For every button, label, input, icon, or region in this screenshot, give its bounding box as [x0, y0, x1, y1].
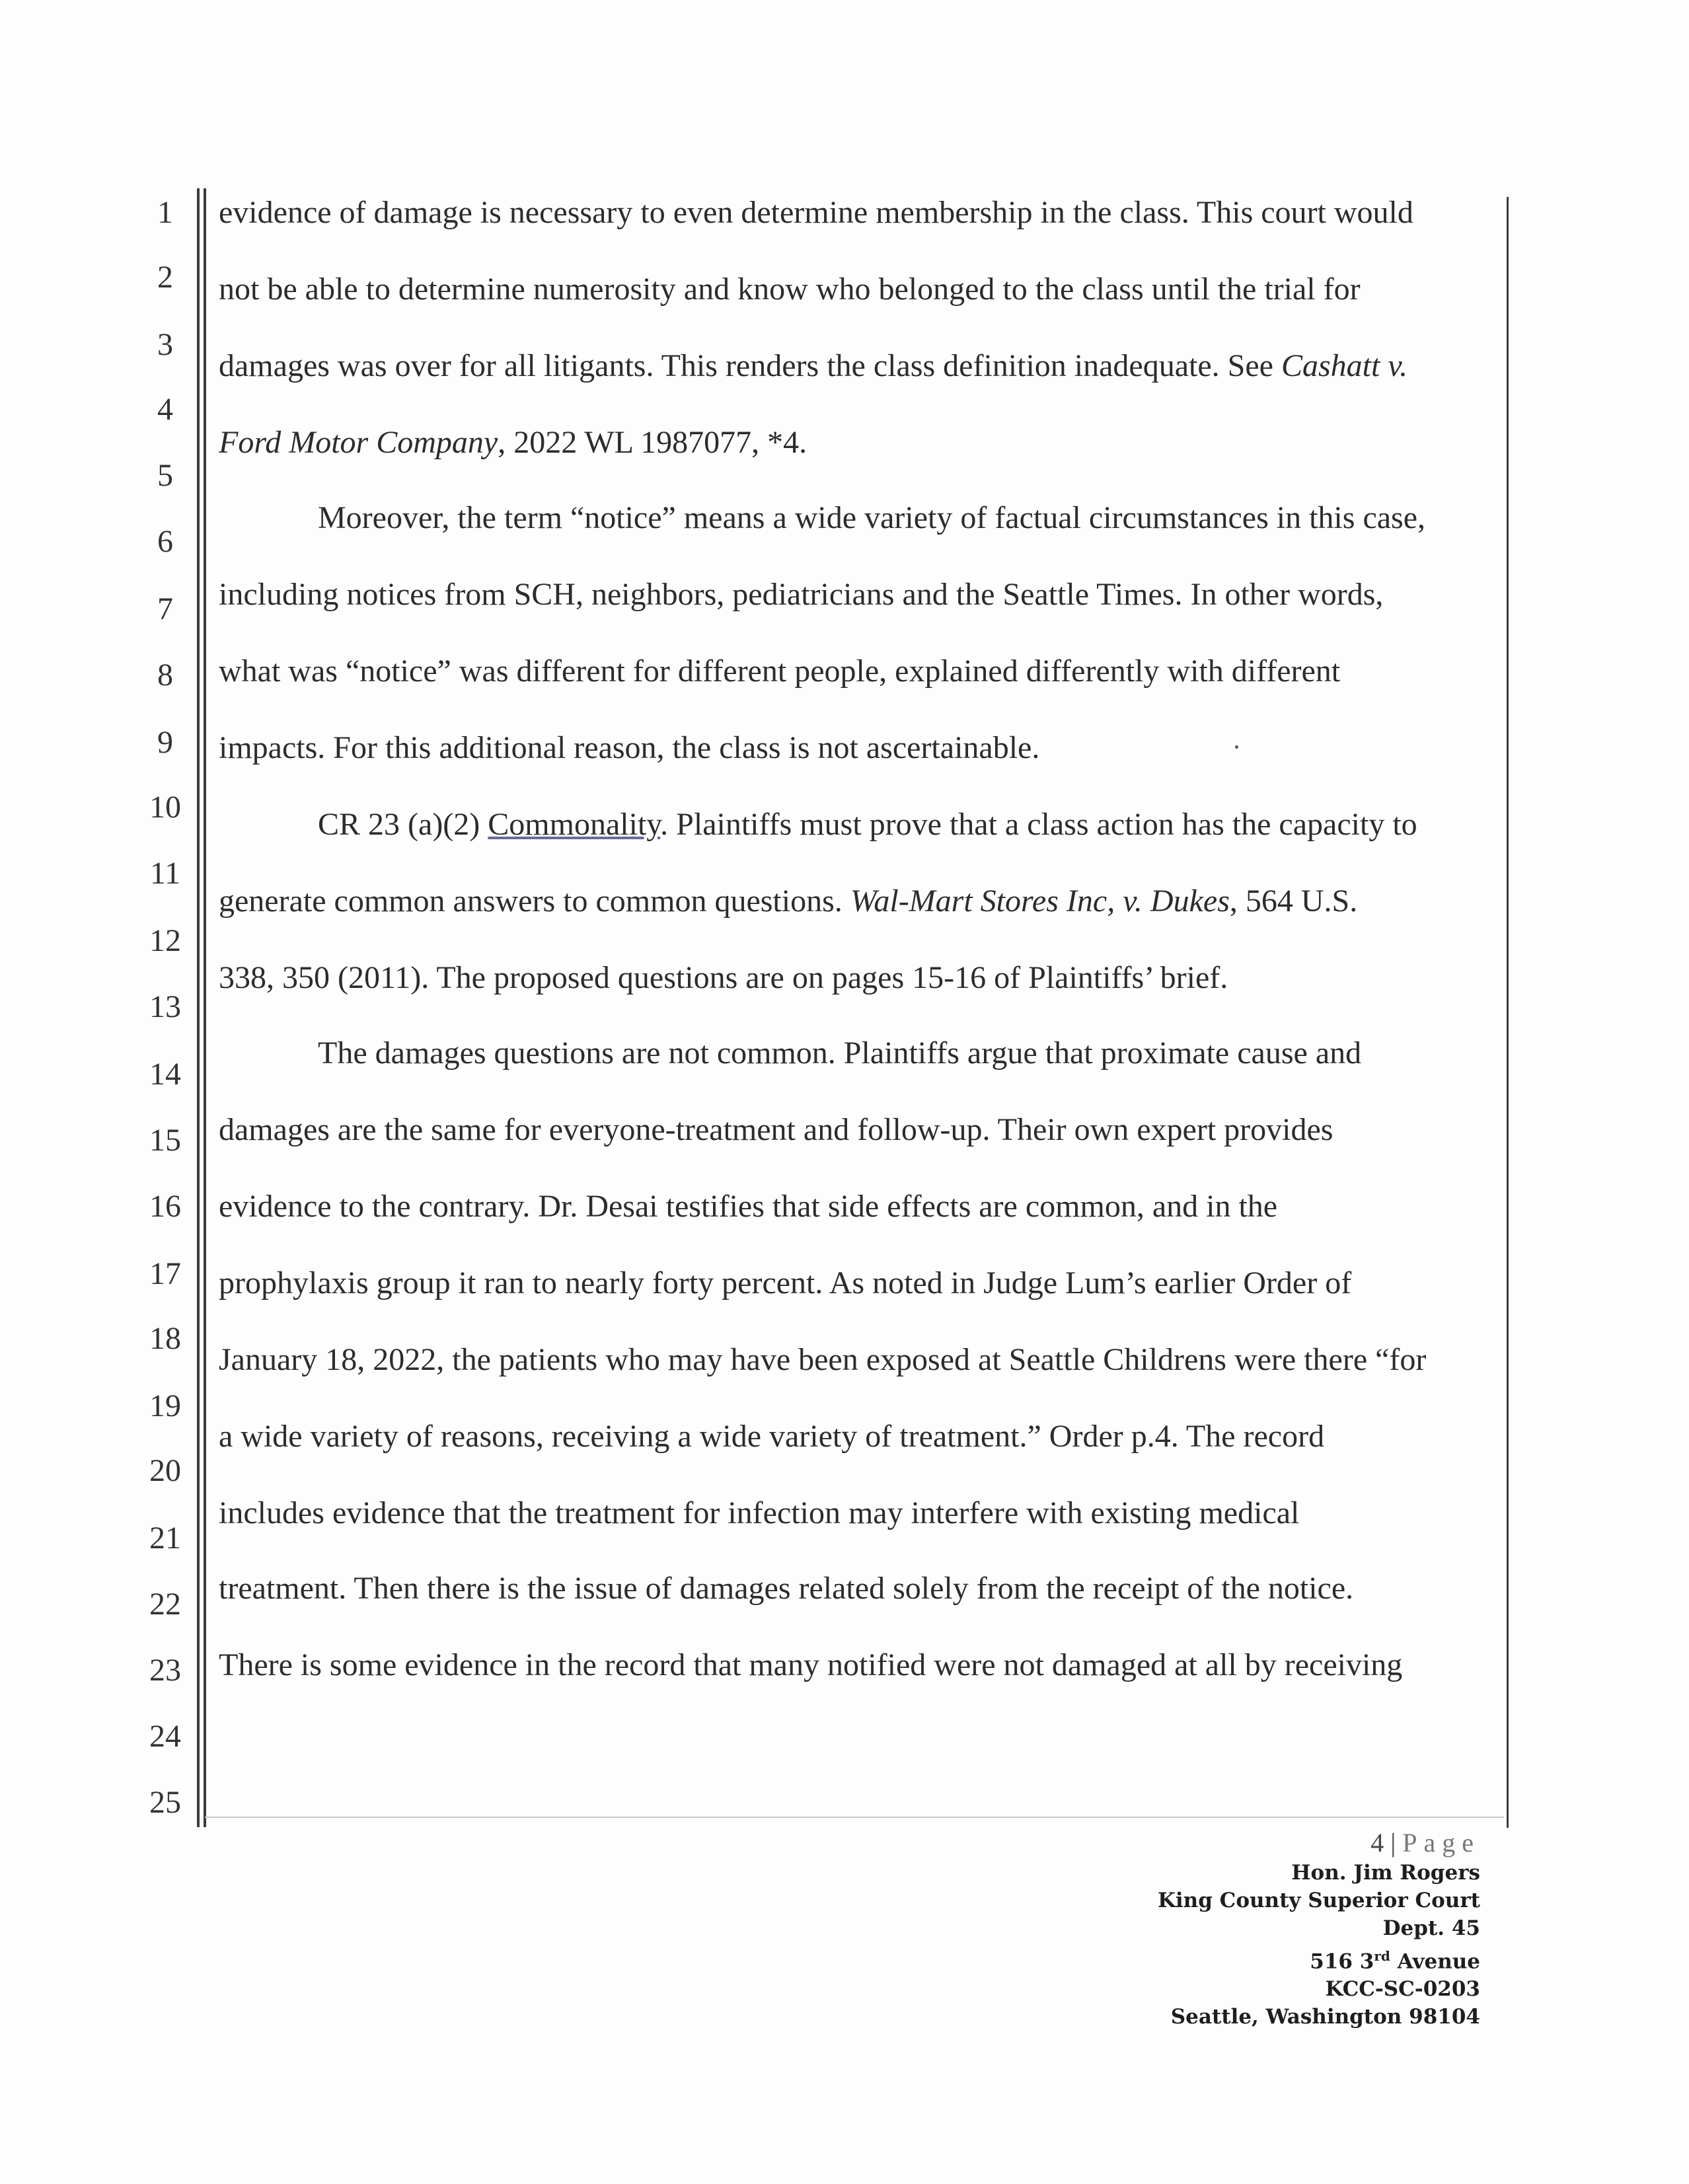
text-line: evidence to the contrary. Dr. Desai testifies that side effects are common, and in the: [219, 1189, 1278, 1224]
line-number: 6: [157, 524, 173, 559]
text-line: [219, 882, 1357, 921]
bottom-rule: [205, 1817, 1504, 1818]
line-number: 4: [157, 392, 173, 427]
line-number: 3: [157, 327, 173, 362]
text-line: 338, 350 (2011). The proposed questions are on pages 15-16 of Plaintiffs’ brief.: [219, 960, 1228, 995]
text-span: damages was over for all litigants. This renders the class definition inadequate. See: [219, 348, 1281, 383]
text-line: prophylaxis group it ran to nearly forty percent. As noted in Judge Lum’s earlier Order of: [219, 1265, 1352, 1300]
line-number: 22: [149, 1587, 181, 1622]
judge-name: Hon. Jim Rogers: [1291, 1861, 1480, 1885]
text-line: Moreover, the term “notice” means a wide variety of factual circumstances in this case,: [318, 500, 1426, 535]
case-citation: Ford Motor Company: [219, 425, 498, 460]
page-label: Page: [1402, 1828, 1480, 1858]
line-number: 17: [149, 1256, 181, 1291]
street-ordinal: rd: [1374, 1948, 1390, 1964]
text-line: including notices from SCH, neighbors, pediatricians and the Seattle Times. In other words,: [219, 577, 1384, 612]
text-span: . Plaintiffs must prove that a class action has the capacity to: [660, 807, 1417, 842]
line-number: 20: [149, 1453, 181, 1488]
case-citation: Cashatt v.: [1281, 348, 1408, 383]
text-line: [219, 346, 1408, 386]
line-number-column: [132, 0, 211, 2184]
line-number: 11: [149, 856, 181, 891]
city-state-zip: Seattle, Washington 98104: [1170, 2005, 1480, 2029]
text-line: damages are the same for everyone-treatment and follow-up. Their own expert provides: [219, 1112, 1333, 1147]
court-room-code: KCC-SC-0203: [1325, 1977, 1480, 2002]
text-line: not be able to determine numerosity and know who belonged to the class until the trial for: [219, 272, 1361, 307]
right-margin-rule: [1507, 197, 1509, 1828]
text-line: includes evidence that the treatment for infection may interfere with existing medical: [219, 1495, 1300, 1530]
text-line: [219, 423, 807, 463]
footer-block: [1158, 1827, 1480, 2031]
line-number: 7: [157, 591, 173, 626]
line-number: 12: [149, 923, 181, 958]
page-number-value: 4 |: [1370, 1828, 1403, 1858]
text-span: , 564 U.S.: [1229, 884, 1358, 919]
line-number: 18: [149, 1321, 181, 1356]
line-number: 19: [149, 1388, 181, 1423]
text-line: what was “notice” was different for different people, explained differently with different: [219, 654, 1341, 689]
street-name: Avenue: [1390, 1949, 1480, 1974]
text-line: January 18, 2022, the patients who may have been exposed at Seattle Childrens were there “for: [219, 1342, 1427, 1377]
line-number: 21: [149, 1521, 181, 1556]
text-line: impacts. For this additional reason, the class is not ascertainable.: [219, 730, 1040, 765]
line-number: 10: [149, 790, 181, 825]
line-number: 25: [149, 1785, 181, 1820]
section-heading-commonality: Commonality: [488, 807, 661, 842]
text-line: The damages questions are not common. Plaintiffs argue that proximate cause and: [318, 1036, 1362, 1071]
stray-mark: [1235, 745, 1238, 749]
text-span: , 2022 WL 1987077, *4.: [498, 425, 807, 460]
line-number: 13: [149, 989, 181, 1024]
text-line: [318, 805, 1417, 845]
text-line: There is some evidence in the record that many notified were not damaged at all by receiving: [219, 1647, 1403, 1682]
line-number: 1: [157, 195, 173, 230]
text-line: treatment. Then there is the issue of damages related solely from the receipt of the notice.: [219, 1571, 1354, 1606]
line-number: 14: [149, 1057, 181, 1092]
page-number: [1158, 1827, 1480, 1859]
line-number: 24: [149, 1719, 181, 1754]
court-name: King County Superior Court: [1157, 1889, 1480, 1912]
text-line: evidence of damage is necessary to even determine membership in the class. This court would: [219, 195, 1413, 230]
line-number: 23: [149, 1653, 181, 1688]
text-span: CR 23 (a)(2): [318, 807, 488, 842]
line-number: 8: [157, 658, 173, 693]
line-number: 16: [149, 1189, 181, 1224]
document-body: [219, 0, 1474, 1824]
line-number: 15: [149, 1123, 181, 1158]
line-number: 9: [157, 725, 173, 760]
line-number: 5: [157, 458, 173, 493]
text-span: generate common answers to common questions.: [219, 884, 850, 919]
street-address: [1158, 1942, 1480, 1975]
department: Dept. 45: [1382, 1916, 1480, 1940]
line-number: 2: [157, 260, 173, 295]
text-line: a wide variety of reasons, receiving a wide variety of treatment.” Order p.4. The record: [219, 1419, 1325, 1454]
case-citation: Wal-Mart Stores Inc, v. Dukes: [850, 884, 1230, 919]
street-number: 516 3: [1310, 1949, 1374, 1974]
